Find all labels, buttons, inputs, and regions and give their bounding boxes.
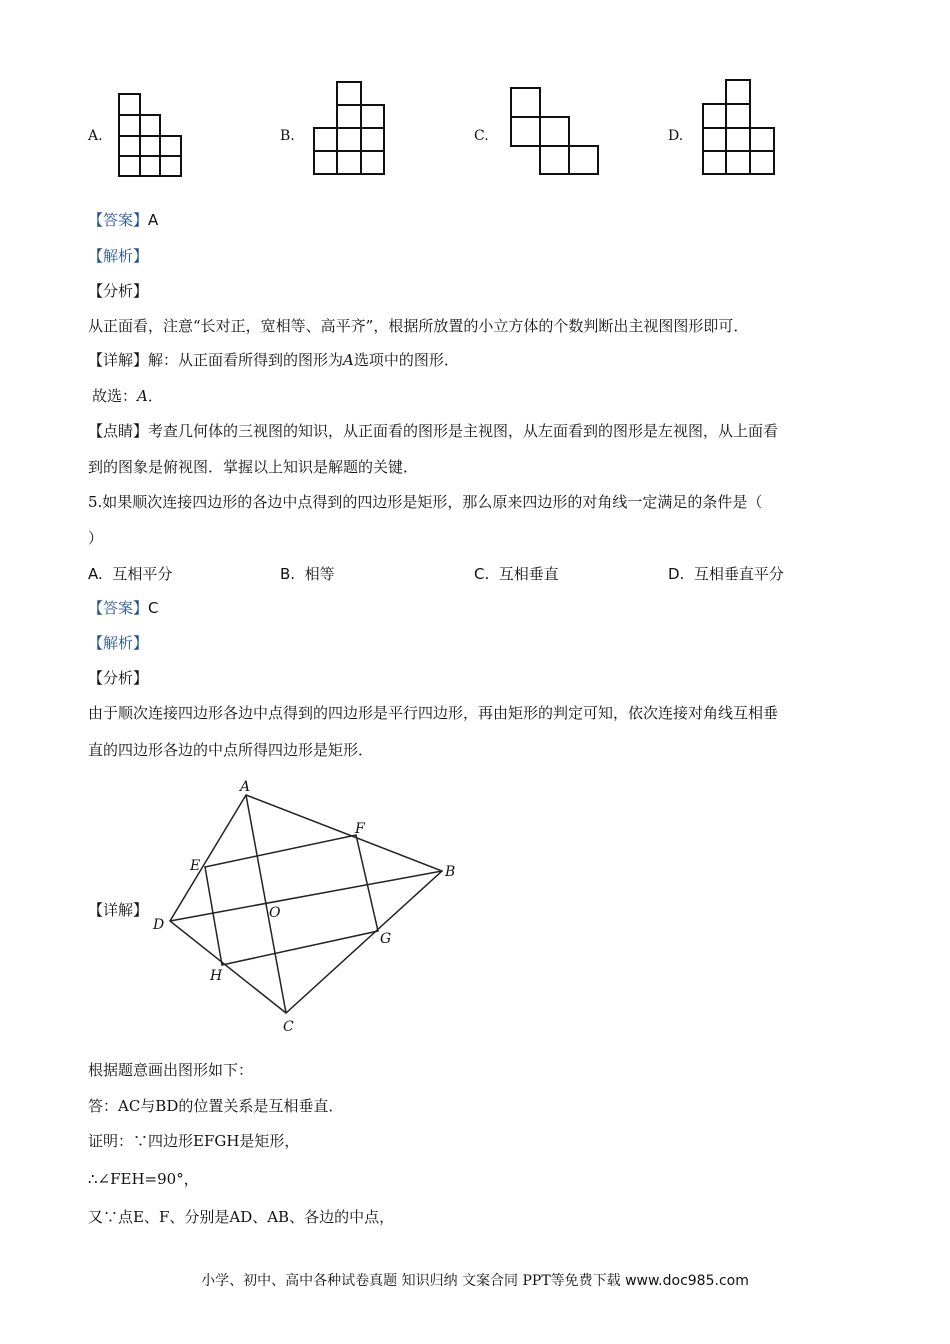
q5-option-c <box>474 564 559 584</box>
q4-option-d-figure <box>700 78 778 178</box>
q5-fenxi-tag: 【分析】 <box>88 669 149 687</box>
q4-option-a-figure <box>116 92 186 180</box>
q4-comment-2: 到的图象是俯视图．掌握以上知识是解题的关键． <box>88 458 419 476</box>
detail-text-end: 选项中的图形． <box>353 351 459 369</box>
q5-stem-1: 5.如果顺次连接四边形的各边中点得到的四边形是矩形，那么原来四边形的对角线一定满足的条件是（ <box>88 493 763 511</box>
q4-option-c-label: C. <box>474 128 489 144</box>
option-text: 互相垂直平分 <box>693 565 784 583</box>
q4-choice <box>92 386 163 406</box>
option-label: A. <box>88 565 103 583</box>
comment-tag: 【点睛】 <box>88 422 149 440</box>
option-text: 互相垂直 <box>498 565 559 583</box>
q5-stem-2: ） <box>88 529 104 547</box>
option-label: C. <box>474 565 490 583</box>
label-f: F <box>355 821 365 837</box>
inner-rectangle <box>205 835 378 965</box>
label-o: O <box>269 905 281 921</box>
page-footer <box>0 1270 950 1290</box>
answer-tag: 【答案】 <box>88 599 149 617</box>
q4-option-b-label: B. <box>280 128 295 144</box>
detail-var: A <box>343 351 354 369</box>
label-g: G <box>380 931 392 947</box>
q5-option-d <box>668 564 784 584</box>
footer-text: 小学、初中、高中各种试卷真题 知识归纳 文案合同 PPT等免费下载 <box>201 1273 621 1289</box>
q5-answer <box>88 598 159 618</box>
answer-value: A <box>148 211 159 229</box>
q4-option-d-label: D. <box>668 128 684 144</box>
label-a: A <box>240 779 251 795</box>
q5-proof-3: 证明：∵四边形EFGH是矩形， <box>88 1132 300 1150</box>
diagonal-bd <box>170 871 442 921</box>
option-text: 相等 <box>304 565 335 583</box>
q5-fenxi-text-1: 由于顺次连接四边形各边中点得到的四边形是平行四边形，再由矩形的判定可知，依次连接对角线互相垂 <box>88 704 779 722</box>
answer-value: C <box>148 599 159 617</box>
q5-option-a <box>88 564 172 584</box>
q5-proof-2: 答：AC与BD的位置关系是互相垂直． <box>88 1097 344 1115</box>
q4-option-c-figure <box>508 86 602 178</box>
q4-option-b-figure <box>311 80 387 178</box>
q4-comment-1 <box>88 421 778 441</box>
answer-tag: 【答案】 <box>88 211 149 229</box>
q4-answer <box>88 210 158 230</box>
label-h: H <box>210 968 223 984</box>
q4-option-a-label: A. <box>88 128 103 144</box>
q4-analysis-tag: 【解析】 <box>88 247 149 265</box>
q5-fenxi-text-2: 直的四边形各边的中点所得四边形是矩形． <box>88 741 374 759</box>
label-e: E <box>190 858 201 874</box>
q4-fenxi-text: 从正面看，注意“长对正，宽相等、高平齐”，根据所放置的小立方体的个数判断出主视图图形即可． <box>88 317 749 335</box>
option-label: B. <box>280 565 296 583</box>
label-d: D <box>153 917 165 933</box>
q4-detail <box>88 350 459 370</box>
q5-proof-5: 又∵点E、F、分别是AD、AB、各边的中点， <box>88 1208 395 1226</box>
label-c: C <box>283 1019 294 1035</box>
choice-text: 故选： <box>92 387 138 405</box>
detail-text: 解：从正面看所得到的图形为 <box>148 351 344 369</box>
q5-detail-tag: 【详解】 <box>88 901 149 919</box>
option-text: 互相平分 <box>112 565 173 583</box>
q5-option-b <box>280 564 335 584</box>
q5-analysis-tag: 【解析】 <box>88 634 149 652</box>
choice-end: ． <box>147 387 163 405</box>
choice-var: A <box>137 387 148 405</box>
option-label: D. <box>668 565 685 583</box>
q4-fenxi-tag: 【分析】 <box>88 282 149 300</box>
q5-proof-1: 根据题意画出图形如下： <box>88 1061 254 1079</box>
quadrilateral-figure <box>150 775 460 1037</box>
detail-tag: 【详解】 <box>88 351 149 369</box>
q5-proof-4: ∴∠FEH=90°， <box>88 1170 199 1188</box>
footer-url[interactable]: www.doc985.com <box>625 1273 749 1289</box>
comment-text: 考查几何体的三视图的知识，从正面看的图形是主视图，从左面看到的图形是左视图，从上面看 <box>148 422 779 440</box>
label-b: B <box>445 864 456 880</box>
